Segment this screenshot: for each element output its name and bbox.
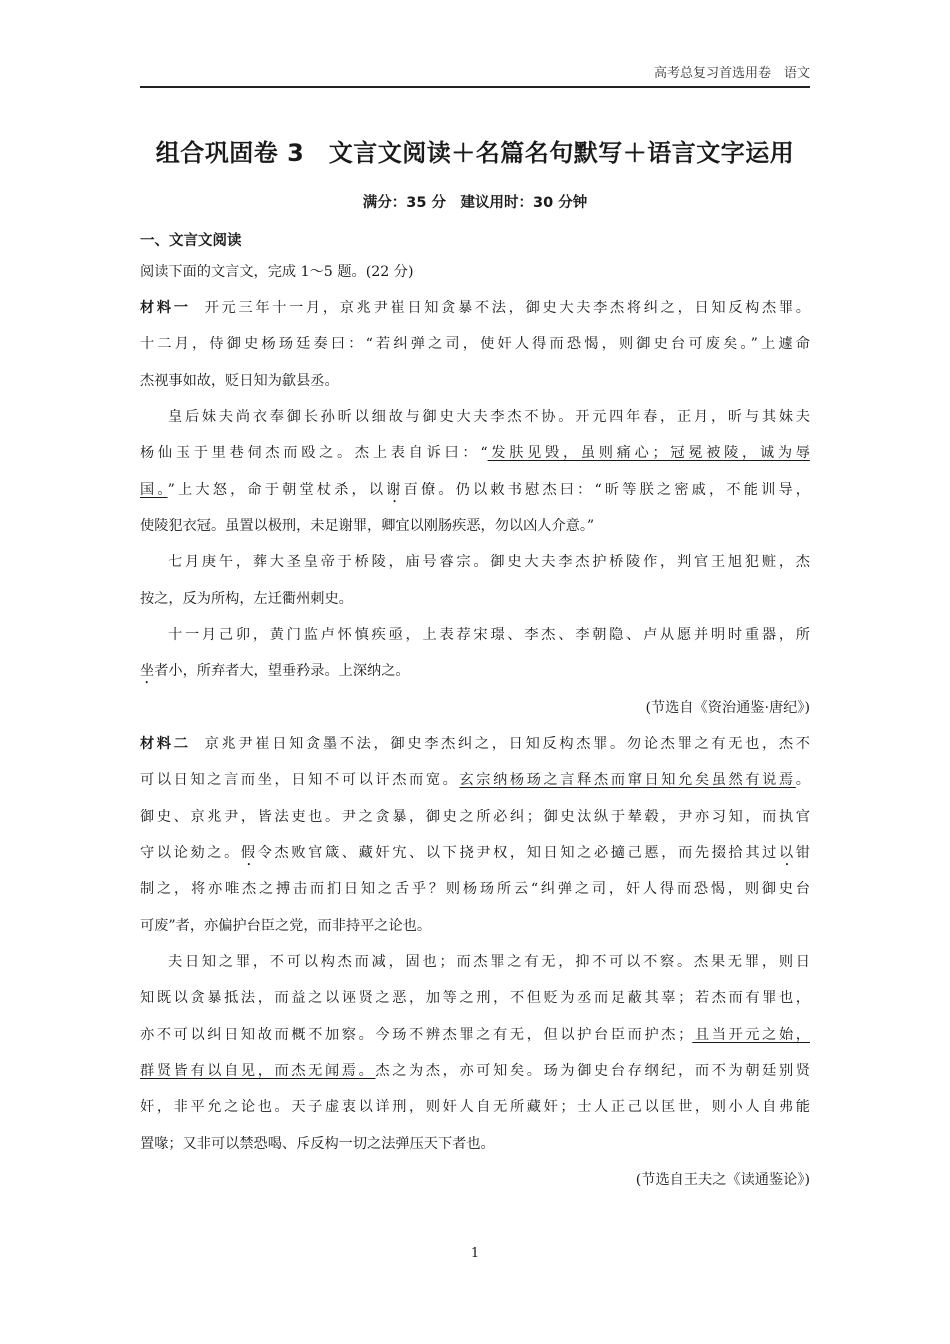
material1-line-4: 皇后妹夫尚衣奉御长孙昕以细故与御史大夫李杰不协。开元四年春，正月，昕与其妹夫 bbox=[168, 409, 810, 425]
score-time-info: 满分：35 分 建议用时：30 分钟 bbox=[362, 195, 588, 211]
page-title: 组合巩固卷 3 文言文阅读＋名篇名句默写＋语言文字运用 bbox=[155, 139, 795, 167]
material1-line-3: 杰视事如故，贬日知为歙县丞。 bbox=[140, 373, 339, 389]
underlined-sentence-2: 且当开元之始， bbox=[692, 1027, 810, 1043]
material1-line-6: 国。”上大怒，命于朝堂杖杀，以谢百僚。仍以敕书慰杰曰：“昕等朕之密戚，不能训导， bbox=[140, 482, 810, 498]
dotted-char-zuo: 坐 bbox=[140, 663, 155, 679]
dotted-char-xie: 谢 bbox=[386, 482, 404, 498]
material1-line-10: 十一月己卯，黄门监卢怀慎疾亟，上表荐宋璟、李杰、李朝隐、卢从愿并明时重器，所 bbox=[168, 627, 810, 643]
header-text: 高考总复习首选用卷 语文 bbox=[653, 66, 810, 81]
page-header bbox=[140, 64, 810, 88]
material1-line-9: 按之，反为所构，左迁衢州刺史。 bbox=[140, 591, 353, 607]
material2-line-9: 亦不可以纠日知故而概不加察。今玚不辨杰罪之有无，但以护台臣而护杰；且当开元之始， bbox=[140, 1027, 810, 1043]
material1-line-5: 杨仙玉于里巷伺杰而殴之。杰上表自诉曰：“发肤见毁，虽则痛心；冠冕被陵，诚为辱 bbox=[140, 445, 810, 461]
material2-line-6: 可废”者，亦偏护台臣之党，而非持平之论也。 bbox=[140, 918, 432, 934]
material2-line-11: 奸，非平允之论也。天子虚衷以详刑，则奸人自无所藏奸；士人正己以匡世，则小人自弗能 bbox=[140, 1099, 810, 1115]
material2-line-10: 群贤皆有以自见，而杰无闻焉。杰之为杰，亦可知矣。玚为御史台存纲纪，而不为朝廷别贤 bbox=[140, 1063, 810, 1079]
underlined-sentence-1: 发肤见毁，虽则痛心；冠冕被陵，诚为辱 bbox=[487, 445, 810, 461]
material2-line-8: 知既以贪暴抵法，而益之以诬贤之恶，加等之刑，不但贬为丞而足蔽其辜；若杰而有罪也， bbox=[140, 990, 810, 1006]
material2-line-2: 可以日知之言而坐，日知不可以讦杰而宽。玄宗纳杨玚之言释杰而窜日知允矣虽然有说焉。 bbox=[140, 772, 810, 788]
dotted-char-yi: 以 bbox=[778, 845, 796, 861]
material2-label: 材料二 bbox=[140, 736, 191, 752]
section-heading: 一、文言文阅读 bbox=[140, 233, 242, 249]
material1-label: 材料一 bbox=[140, 300, 191, 316]
material2-line-5: 制之，将亦唯杰之搏击而扪日知之舌乎？则杨玚所云“纠弹之司，奸人得而恐愒，则御史台 bbox=[140, 881, 810, 897]
underlined-sentence-2-end: 群贤皆有以自见，而杰无闻焉。 bbox=[140, 1063, 376, 1079]
dotted-char-jia: 假 bbox=[240, 845, 258, 861]
underlined-sentence-1-end: 国。 bbox=[140, 482, 168, 498]
unpunctuated-sentence: 玄宗纳杨玚之言释杰而窜日知允矣虽然有说焉 bbox=[459, 772, 796, 788]
material2-line-12: 置喙；又非可以禁恐喝、斥反构一切之法弹压天下者也。 bbox=[140, 1136, 495, 1152]
material2-line-4: 守以论劾之。假令杰败官箴、藏奸宄、以下挠尹权，知日知之必擿己慝，而先掇拾其过以钳 bbox=[140, 845, 810, 861]
page-number: 1 bbox=[470, 1246, 480, 1261]
material1-line-2: 十二月，侍御史杨玚廷奏曰：“若纠弹之司，使奸人得而恐愒，则御史台可废矣。”上遽命 bbox=[140, 336, 810, 352]
material2-line-1: 材料二 京兆尹崔日知贪墨不法，御史李杰纠之，日知反构杰罪。勿论杰罪之有无也，杰不 bbox=[140, 736, 810, 752]
material1-line-1: 材料一 开元三年十一月，京兆尹崔日知贪暴不法，御史大夫李杰将纠之，日知反构杰罪。 bbox=[140, 300, 810, 316]
material1-line-8: 七月庚午，葬大圣皇帝于桥陵，庙号睿宗。御史大夫李杰护桥陵作，判官王旭犯赃，杰 bbox=[168, 554, 810, 570]
material2-line-7: 夫日知之罪，不可以构杰而减，固也；而杰罪之有无，抑不可以不察。杰果无罪，则日 bbox=[168, 954, 810, 970]
material1-line-11: 坐者小，所弃者大，望垂矜录。上深纳之。 bbox=[140, 663, 410, 679]
material1-line-7: 使陵犯衣冠。虽置以极刑，未足谢罪，卿宜以刚肠疾恶，勿以凶人介意。” bbox=[140, 518, 595, 534]
material1-source: (节选自《资治通鉴·唐纪》) bbox=[645, 700, 810, 716]
material2-line-3: 御史、京兆尹，皆法吏也。尹之贪暴，御史之所必纠；御史汰纵于辇毂，尹亦习知，而执官 bbox=[140, 809, 810, 825]
instruction-line: 阅读下面的文言文，完成 1～5 题。(22 分) bbox=[140, 264, 414, 280]
material2-source: (节选自王夫之《读通鉴论》) bbox=[635, 1172, 810, 1188]
